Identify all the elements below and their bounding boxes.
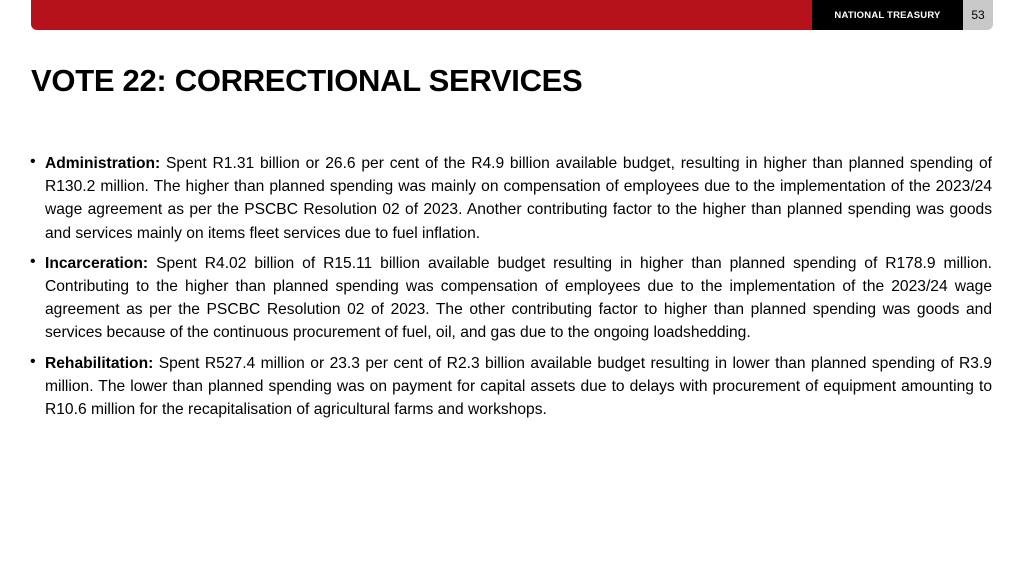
- slide-title: VOTE 22: CORRECTIONAL SERVICES: [31, 63, 583, 98]
- bullet-text: Spent R4.02 billion of R15.11 billion available budget resulting in higher than planned spending of R178.9 million. Contributing to the higher than planned spending was compensation of employees due to the implementation of the 2023/24 wage agreement as per the PSCBC Resolution 02 of 2023. The other contributing factor to higher than planned spending was goods and services because of the continuous procurement of fuel, oil, and gas due to the ongoing loadshedding.: [45, 254, 992, 342]
- bullet-incarceration: [31, 252, 992, 345]
- header-red-band: [31, 0, 812, 30]
- page-number: 53: [963, 0, 993, 30]
- bullet-administration: [31, 152, 992, 245]
- bullet-heading: Incarceration:: [45, 254, 149, 272]
- bullet-heading: Rehabilitation:: [45, 354, 154, 372]
- bullet-rehabilitation: [31, 352, 992, 422]
- brand-label: NATIONAL TREASURY: [812, 0, 963, 30]
- header-bar: [31, 0, 993, 30]
- bullet-list: [31, 152, 992, 428]
- bullet-text: Spent R1.31 billion or 26.6 per cent of the R4.9 billion available budget, resulting in higher than planned spending of R130.2 million. The higher than planned spending was mainly on compensation of employees due to the implementation of the 2023/24 wage agreement as per the PSCBC Resolution 02 of 2023. Another contributing factor to the higher than planned spending was goods and services mainly on items fleet services due to fuel inflation.: [45, 155, 992, 242]
- bullet-text: Spent R527.4 million or 23.3 per cent of R2.3 billion available budget resulting in lower than planned spending of R3.9 million. The lower than planned spending was on payment for capital assets due to delays with procurement of equipment amounting to R10.6 million for the recapitalisation of agricultural farms and workshops.: [45, 354, 992, 419]
- bullet-heading: Administration:: [45, 155, 161, 172]
